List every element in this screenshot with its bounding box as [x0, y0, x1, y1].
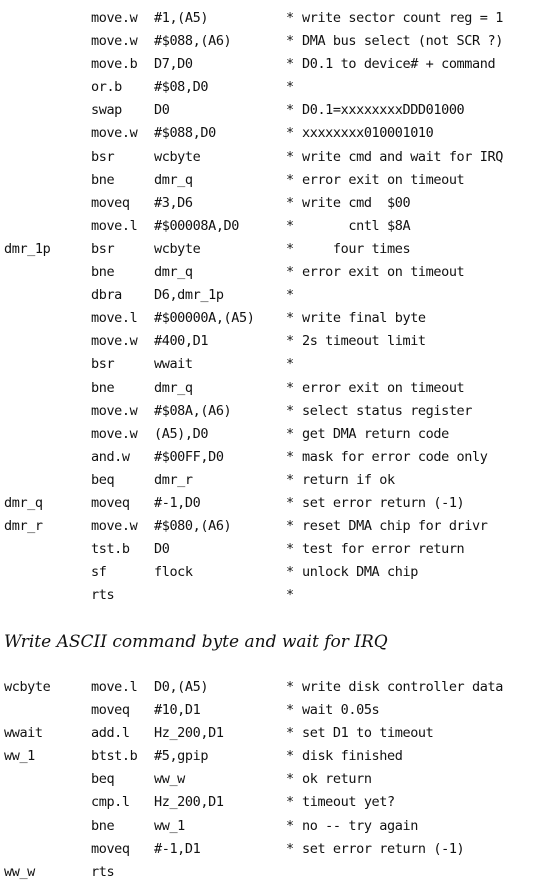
comment-marker: *: [286, 425, 294, 442]
code-listing-dma-read: [0, 7, 549, 607]
code-line: [0, 561, 549, 584]
comment-marker: *: [286, 771, 294, 788]
code-opcode: moveq: [91, 194, 130, 211]
comment-marker: *: [286, 171, 294, 188]
code-operand: ww_1: [154, 817, 185, 834]
code-comment: D0.1=xxxxxxxxDDD01000: [302, 102, 465, 119]
code-line: [0, 353, 549, 376]
code-opcode: bsr: [91, 148, 115, 165]
code-comment: wait 0.05s: [302, 702, 380, 719]
comment-marker: *: [286, 333, 294, 350]
code-line: [0, 423, 549, 446]
comment-marker: *: [286, 194, 294, 211]
code-line: [0, 377, 549, 400]
code-line: [0, 146, 549, 169]
code-opcode: btst.b: [91, 748, 138, 765]
code-opcode: sf: [91, 564, 107, 581]
comment-marker: *: [286, 79, 294, 96]
comment-marker: *: [286, 33, 294, 50]
code-comment: cntl $8A: [302, 217, 411, 234]
code-operand: #$08A,(A6): [154, 402, 232, 419]
code-label: ww_w: [4, 863, 35, 880]
code-line: [0, 307, 549, 330]
code-operand: #10,D1: [154, 702, 201, 719]
comment-marker: *: [286, 494, 294, 511]
code-opcode: dbra: [91, 287, 122, 304]
code-comment: mask for error code only: [302, 448, 488, 465]
code-comment: ok return: [302, 771, 372, 788]
code-line: [0, 284, 549, 307]
code-comment: unlock DMA chip: [302, 564, 418, 581]
code-line: [0, 192, 549, 215]
comment-marker: *: [286, 379, 294, 396]
code-operand: #5,gpip: [154, 748, 209, 765]
code-comment: no -- try again: [302, 817, 418, 834]
code-line: [0, 53, 549, 76]
code-line: [0, 330, 549, 353]
code-comment: error exit on timeout: [302, 264, 465, 281]
code-line: [0, 169, 549, 192]
code-operand: #1,(A5): [154, 10, 209, 26]
code-comment: DMA bus select (not SCR ?): [302, 33, 503, 50]
code-line: [0, 861, 549, 884]
code-opcode: moveq: [91, 840, 130, 857]
code-label: dmr_1p: [4, 240, 51, 257]
code-comment: reset DMA chip for drivr: [302, 518, 488, 535]
comment-marker: *: [286, 518, 294, 535]
comment-marker: *: [286, 794, 294, 811]
code-line: [0, 791, 549, 814]
comment-marker: *: [286, 840, 294, 857]
comment-marker: *: [286, 564, 294, 581]
code-label: dmr_r: [4, 518, 43, 535]
code-operand: dmr_q: [154, 171, 193, 188]
comment-marker: *: [286, 125, 294, 142]
code-operand: #$00008A,D0: [154, 217, 240, 234]
code-opcode: move.l: [91, 217, 138, 234]
code-line: [0, 745, 549, 768]
code-opcode: cmp.l: [91, 794, 130, 811]
comment-marker: *: [286, 587, 294, 604]
code-line: [0, 99, 549, 122]
code-operand: wcbyte: [154, 240, 201, 257]
code-line: [0, 400, 549, 423]
code-line: [0, 538, 549, 561]
code-listing-wcbyte: [0, 676, 549, 884]
code-comment: set error return (-1): [302, 494, 465, 511]
code-comment: disk finished: [302, 748, 403, 765]
code-opcode: and.w: [91, 448, 130, 465]
code-operand: #$00000A,(A5): [154, 310, 255, 327]
code-operand: dmr_q: [154, 264, 193, 281]
code-opcode: rts: [91, 587, 115, 604]
code-operand: D0: [154, 541, 170, 558]
code-line: [0, 261, 549, 284]
code-operand: #$088,D0: [154, 125, 216, 142]
comment-marker: *: [286, 217, 294, 234]
code-comment: D0.1 to device# + command: [302, 56, 496, 73]
code-operand: Hz_200,D1: [154, 725, 224, 742]
comment-marker: *: [286, 679, 294, 695]
code-opcode: moveq: [91, 494, 130, 511]
code-operand: D0,(A5): [154, 679, 209, 695]
code-operand: #$088,(A6): [154, 33, 232, 50]
code-opcode: bne: [91, 171, 115, 188]
comment-marker: *: [286, 725, 294, 742]
code-comment: 2s timeout limit: [302, 333, 426, 350]
code-line: [0, 722, 549, 745]
code-comment: get DMA return code: [302, 425, 449, 442]
code-operand: flock: [154, 564, 193, 581]
comment-marker: *: [286, 102, 294, 119]
code-comment: error exit on timeout: [302, 171, 465, 188]
code-opcode: move.w: [91, 10, 138, 26]
code-comment: timeout yet?: [302, 794, 395, 811]
code-operand: #$080,(A6): [154, 518, 232, 535]
code-operand: dmr_q: [154, 379, 193, 396]
code-line: [0, 515, 549, 538]
comment-marker: *: [286, 748, 294, 765]
code-opcode: move.w: [91, 425, 138, 442]
code-operand: D7,D0: [154, 56, 193, 73]
code-operand: #3,D6: [154, 194, 193, 211]
code-comment: write disk controller data: [302, 679, 503, 695]
code-opcode: move.w: [91, 333, 138, 350]
code-comment: write cmd and wait for IRQ: [302, 148, 503, 165]
code-label: wcbyte: [4, 679, 51, 695]
code-line: [0, 30, 549, 53]
comment-marker: *: [286, 817, 294, 834]
code-operand: #$00FF,D0: [154, 448, 224, 465]
code-line: [0, 699, 549, 722]
comment-marker: *: [286, 356, 294, 373]
code-opcode: move.w: [91, 125, 138, 142]
comment-marker: *: [286, 402, 294, 419]
code-comment: write final byte: [302, 310, 426, 327]
code-opcode: move.w: [91, 33, 138, 50]
code-label: wwait: [4, 725, 43, 742]
code-opcode: add.l: [91, 725, 130, 742]
code-opcode: swap: [91, 102, 122, 119]
code-opcode: bsr: [91, 356, 115, 373]
code-operand: #-1,D1: [154, 840, 201, 857]
code-operand: dmr_r: [154, 471, 193, 488]
section-heading: Write ASCII command byte and wait for IRQ: [4, 632, 388, 652]
code-label: dmr_q: [4, 494, 43, 511]
code-operand: wcbyte: [154, 148, 201, 165]
comment-marker: *: [286, 448, 294, 465]
code-opcode: tst.b: [91, 541, 130, 558]
code-comment: set D1 to timeout: [302, 725, 434, 742]
code-opcode: beq: [91, 471, 115, 488]
code-opcode: bsr: [91, 240, 115, 257]
code-opcode: or.b: [91, 79, 122, 96]
code-opcode: move.l: [91, 310, 138, 327]
code-opcode: rts: [91, 863, 115, 880]
code-opcode: bne: [91, 264, 115, 281]
code-operand: D6,dmr_1p: [154, 287, 224, 304]
code-operand: (A5),D0: [154, 425, 209, 442]
code-label: ww_1: [4, 748, 35, 765]
code-line: [0, 676, 549, 699]
code-comment: xxxxxxxx010001010: [302, 125, 434, 142]
comment-marker: *: [286, 702, 294, 719]
code-line: [0, 584, 549, 607]
comment-marker: *: [286, 56, 294, 73]
code-line: [0, 446, 549, 469]
code-opcode: move.w: [91, 402, 138, 419]
code-comment: set error return (-1): [302, 840, 465, 857]
comment-marker: *: [286, 287, 294, 304]
code-opcode: move.w: [91, 518, 138, 535]
comment-marker: *: [286, 541, 294, 558]
code-comment: return if ok: [302, 471, 395, 488]
code-opcode: move.b: [91, 56, 138, 73]
code-line: [0, 768, 549, 791]
code-operand: #$08,D0: [154, 79, 209, 96]
code-line: [0, 122, 549, 145]
code-operand: D0: [154, 102, 170, 119]
code-line: [0, 492, 549, 515]
code-opcode: beq: [91, 771, 115, 788]
code-comment: four times: [302, 240, 411, 257]
code-opcode: bne: [91, 817, 115, 834]
code-line: [0, 76, 549, 99]
code-line: [0, 7, 549, 30]
code-comment: write cmd $00: [302, 194, 411, 211]
code-opcode: moveq: [91, 702, 130, 719]
code-operand: ww_w: [154, 771, 185, 788]
code-opcode: move.l: [91, 679, 138, 695]
comment-marker: *: [286, 148, 294, 165]
code-operand: #400,D1: [154, 333, 209, 350]
code-comment: test for error return: [302, 541, 465, 558]
code-line: [0, 469, 549, 492]
code-operand: #-1,D0: [154, 494, 201, 511]
comment-marker: *: [286, 264, 294, 281]
comment-marker: *: [286, 10, 294, 26]
code-line: [0, 238, 549, 261]
code-line: [0, 838, 549, 861]
code-line: [0, 215, 549, 238]
code-comment: select status register: [302, 402, 473, 419]
code-operand: wwait: [154, 356, 193, 373]
code-comment: error exit on timeout: [302, 379, 465, 396]
comment-marker: *: [286, 240, 294, 257]
code-comment: write sector count reg = 1: [302, 10, 503, 26]
code-operand: Hz_200,D1: [154, 794, 224, 811]
code-line: [0, 815, 549, 838]
comment-marker: *: [286, 310, 294, 327]
comment-marker: *: [286, 471, 294, 488]
code-opcode: bne: [91, 379, 115, 396]
